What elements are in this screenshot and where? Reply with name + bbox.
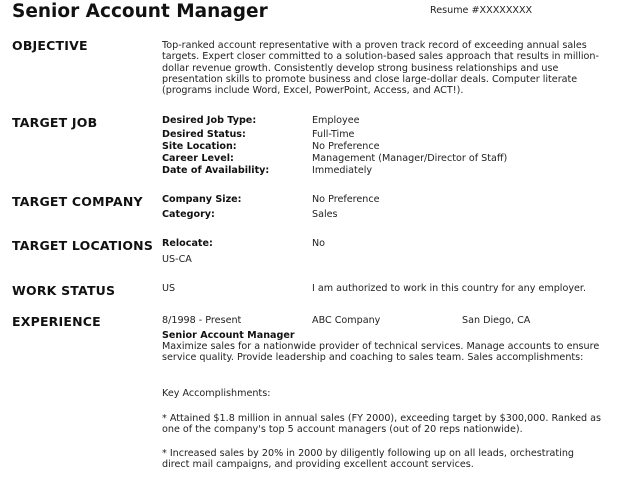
field-value: Sales (312, 209, 338, 220)
relocate-label: Relocate: (162, 238, 213, 249)
accomplishment-item: * Attained $1.8 million in annual sales (FY 2000), exceeding target by $300,000. Ranked as one of the company's top 5 account managers (out of 20 reps nationwide). (162, 413, 602, 436)
field-value: Immediately (312, 165, 373, 176)
field-label: Category: (162, 209, 215, 220)
field-value: No Preference (312, 194, 380, 205)
accomplishment-item: * Increased sales by 20% in 2000 by diligently following up on all leads, orchestrating direct mail campaigns, and providing excellent account services. (162, 448, 574, 471)
experience-heading: EXPERIENCE (12, 314, 101, 329)
target-job-row (162, 129, 602, 141)
location-value: US-CA (162, 254, 192, 265)
target-job-row (162, 141, 602, 153)
field-value: Employee (312, 115, 360, 126)
work-status-row (162, 283, 602, 295)
target-company-row (162, 194, 602, 206)
field-label: Career Level: (162, 153, 234, 164)
work-country: US (162, 283, 176, 294)
experience-job-row (162, 315, 602, 327)
work-authorization: I am authorized to work in this country for any employer. (312, 283, 587, 294)
field-value: Full-Time (312, 129, 355, 140)
job-position: Senior Account Manager (162, 330, 295, 341)
field-label: Company Size: (162, 194, 242, 205)
field-value: Management (Manager/Director of Staff) (312, 153, 508, 164)
job-dates: 8/1998 - Present (162, 315, 242, 326)
field-value: No Preference (312, 141, 380, 152)
relocate-row (162, 238, 602, 250)
page-title: Senior Account Manager (12, 1, 268, 22)
target-company-row (162, 209, 602, 221)
field-label: Desired Job Type: (162, 115, 257, 126)
job-company: ABC Company (312, 315, 381, 326)
accomplishments-heading: Key Accomplishments: (162, 388, 271, 399)
field-label: Desired Status: (162, 129, 246, 140)
target-job-row (162, 165, 602, 177)
target-company-heading: TARGET COMPANY (12, 194, 143, 209)
objective-heading: OBJECTIVE (12, 38, 88, 53)
target-locations-heading: TARGET LOCATIONS (12, 238, 154, 253)
field-label: Site Location: (162, 141, 237, 152)
relocate-value: No (312, 238, 326, 249)
target-job-row (162, 153, 602, 165)
job-summary: Maximize sales for a nationwide provider of technical services. Manage accounts to ensure service quality. Provide leadership and coaching to sales team. Sales accomplishments: (162, 341, 600, 364)
resume-number: Resume #XXXXXXXX (430, 5, 533, 16)
target-job-heading: TARGET JOB (12, 115, 98, 130)
target-job-row (162, 115, 602, 127)
work-status-heading: WORK STATUS (12, 283, 116, 298)
job-location: San Diego, CA (462, 315, 531, 326)
objective-text: Top-ranked account representative with a proven track record of exceeding annual sales targets. Expert closer committed to a solution-based sales approach that results in million-dollar revenue growth. Consistently develop strong business relationships and use presentation skills to promote business and close large-dollar deals. Computer literate (programs include Word, Excel, PowerPoint, Access, and ACT!). (162, 40, 599, 97)
field-label: Date of Availability: (162, 165, 270, 176)
